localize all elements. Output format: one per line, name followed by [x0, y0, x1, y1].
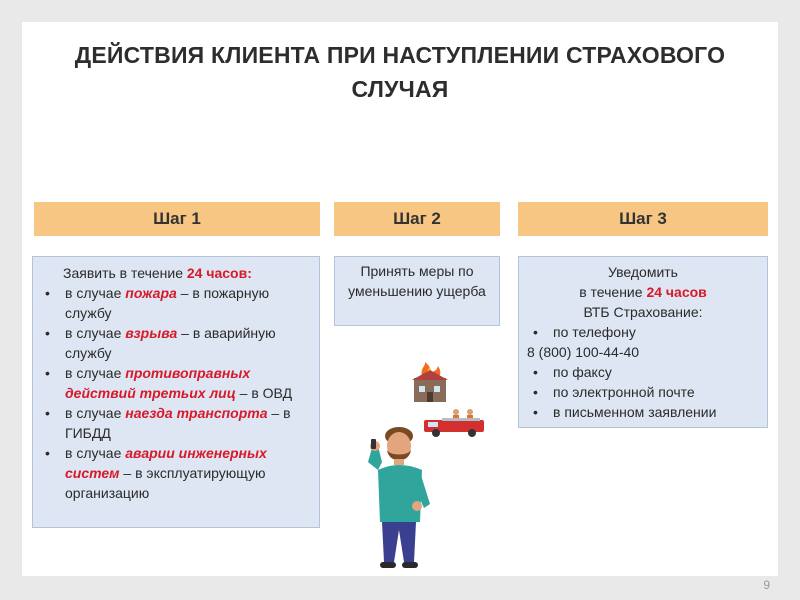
shoe — [380, 562, 396, 568]
page-number: 9 — [763, 578, 770, 592]
shoe — [402, 562, 418, 568]
list-item-phone: • по телефону — [527, 322, 759, 342]
item-emphasis: аварии инженерных систем — [65, 445, 267, 481]
man-on-phone-illustration — [362, 426, 436, 572]
phone-icon — [371, 439, 376, 449]
step-3-list — [527, 322, 759, 342]
firefighter-head — [467, 409, 473, 415]
step-1-intro — [39, 263, 313, 283]
step-1-header: Шаг 1 — [34, 202, 320, 236]
house-door — [427, 392, 433, 402]
item-suffix: – в пожарную службу — [65, 285, 270, 321]
hand — [412, 501, 422, 511]
house-roof — [412, 370, 448, 380]
step-2-box — [334, 256, 500, 326]
item-prefix: в случае — [65, 445, 126, 461]
step-3-line-2 — [527, 282, 759, 302]
step-3-line-1: Уведомить — [608, 264, 678, 280]
item-prefix: в случае — [65, 365, 126, 381]
list-item-email: • по электронной почте — [527, 382, 759, 402]
item-suffix: – в ОВД — [235, 385, 293, 401]
item-emphasis: взрыва — [125, 325, 178, 341]
item-prefix: в случае — [65, 325, 126, 341]
list-item — [39, 443, 313, 503]
list-item-fax: • по факсу — [527, 362, 759, 382]
step-1-box — [32, 256, 320, 528]
item-emphasis: пожара — [125, 285, 177, 301]
item-suffix: – в аварийную службу — [65, 325, 276, 361]
list-item-letter: • в письменном заявлении — [527, 402, 759, 422]
step-3-header: Шаг 3 — [518, 202, 768, 236]
item-prefix: в случае — [65, 285, 126, 301]
truck-wheel — [468, 429, 476, 437]
page-title — [22, 38, 778, 106]
title-line-2: СЛУЧАЯ — [351, 76, 449, 102]
item-suffix: – в эксплуатирующую организацию — [65, 465, 266, 501]
list-item — [39, 283, 313, 323]
list-item — [39, 363, 313, 403]
step-3-line-3: ВТБ Страхование: — [583, 304, 703, 320]
item-emphasis: наезда транспорта — [125, 405, 268, 421]
truck-ladder — [442, 418, 480, 421]
shirt — [378, 465, 422, 522]
step-1-intro-text: Заявить в течение — [63, 265, 187, 281]
step-1-list — [39, 283, 313, 503]
item-emphasis: противоправных действий третьих лиц — [65, 365, 251, 401]
item-suffix: – в ГИБДД — [65, 405, 291, 441]
step-2-header: Шаг 2 — [334, 202, 500, 236]
step-3-box — [518, 256, 768, 428]
phone-number: 8 (800) 100-44-40 — [527, 344, 640, 360]
title-line-1: ДЕЙСТВИЯ КЛИЕНТА ПРИ НАСТУПЛЕНИИ СТРАХОВОГО — [74, 42, 726, 68]
slide — [22, 22, 778, 576]
step-1-intro-deadline: 24 часов: — [186, 265, 252, 281]
trousers — [382, 522, 416, 562]
burning-house-illustration — [410, 362, 450, 406]
step-2-text: Принять меры по уменьшению ущерба — [348, 263, 486, 299]
list-item — [39, 403, 313, 443]
list-item — [39, 323, 313, 363]
house-window — [419, 386, 425, 392]
item-prefix: в случае — [65, 405, 126, 421]
neck — [394, 459, 404, 465]
step-3-deadline: 24 часов — [646, 284, 707, 300]
house-window — [434, 386, 440, 392]
step-3-list-more — [527, 362, 759, 422]
step-3-deadline-prefix: в течение — [579, 284, 647, 300]
firefighter-head — [453, 409, 459, 415]
